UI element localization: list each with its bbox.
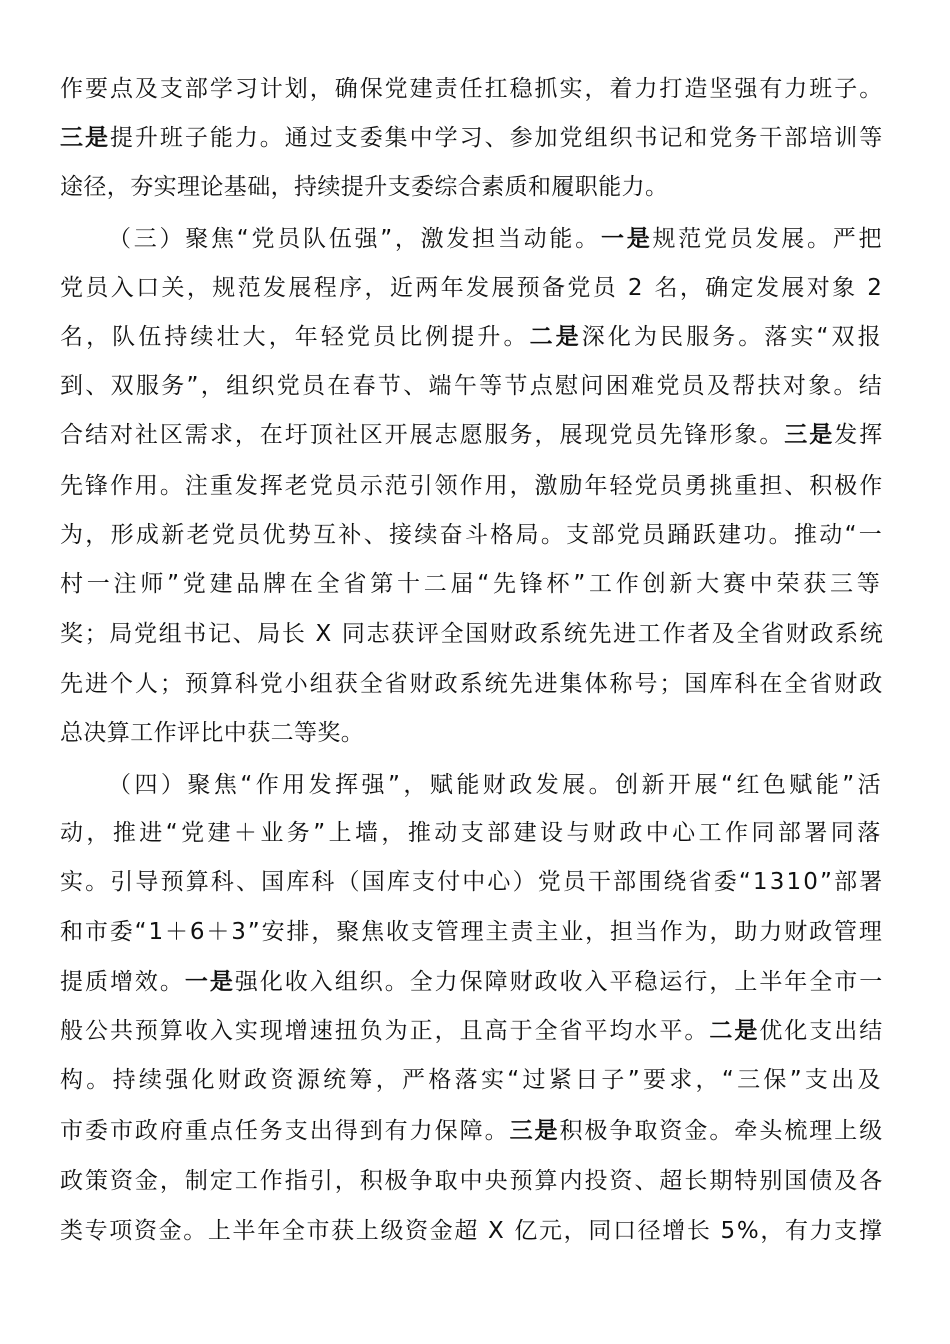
text-segment: 般公共预算收入实现增速扭负为正，且高于全省平均水平。 bbox=[60, 1018, 710, 1044]
text-segment: 先锋作用。注重发挥老党员示范引领作用，激励年轻党员勇挑重担、积极作 bbox=[60, 473, 885, 499]
text-line bbox=[60, 1006, 884, 1056]
text-segment: （四）聚焦“作用发挥强”，赋能财政发展。创新开展“红色赋能”活 bbox=[108, 772, 885, 798]
text-segment: 类专项资金。上半年全市获上级资金超 X 亿元，同口径增长 5%，有力支撑 bbox=[60, 1218, 884, 1244]
text-segment: 途径，夯实理论基础，持续提升支委综合素质和履职能力。 bbox=[60, 174, 669, 200]
text-line bbox=[60, 263, 884, 313]
text-line bbox=[60, 1156, 884, 1206]
text-segment: 为，形成新老党员优势互补、接续奋斗格局。支部党员踊跃建功。推动“一 bbox=[60, 522, 885, 548]
text-segment: 规范党员发展。严把 bbox=[652, 226, 885, 252]
text-line bbox=[60, 113, 884, 163]
text-segment: 政策资金，制定工作指引，积极争取中央预算内投资、超长期特别国债及各 bbox=[60, 1168, 885, 1194]
bold-lead-phrase: 三是 bbox=[60, 125, 110, 151]
text-segment: 深化为民服务。落实“双报 bbox=[581, 324, 884, 350]
bold-lead-phrase: 三是 bbox=[509, 1118, 560, 1144]
text-segment: 动，推进“党建＋业务”上墙，推动支部建设与财政中心工作同部署同落 bbox=[60, 820, 884, 846]
text-segment: 发挥 bbox=[834, 422, 885, 448]
text-segment: 到、双服务”，组织党员在春节、端午等节点慰问困难党员及帮扶对象。结 bbox=[60, 373, 885, 399]
text-line bbox=[60, 1106, 884, 1156]
text-segment: 提升班子能力。通过支委集中学习、参加党组织书记和党务干部培训等 bbox=[109, 125, 885, 151]
text-segment: 强化收入组织。全力保障财政收入平稳运行，上半年全市一 bbox=[234, 969, 885, 995]
text-segment: （三）聚焦“党员队伍强”，激发担当动能。 bbox=[108, 226, 601, 252]
text-segment: 优化支出结 bbox=[759, 1018, 885, 1044]
text-segment: 村一注师”党建品牌在全省第十二届“先锋杯”工作创新大赛中荣获三等 bbox=[60, 571, 884, 597]
text-segment: 先进个人；预算科党小组获全省财政系统先进集体称号；国库科在全省财政 bbox=[60, 671, 885, 697]
text-segment: 积极争取资金。牵头梳理上级 bbox=[559, 1118, 885, 1144]
text-segment: 和市委“1＋6＋3”安排，聚焦收支管理主责主业，担当作为，助力财政管理 bbox=[60, 919, 884, 945]
text-line bbox=[60, 808, 884, 858]
text-line bbox=[108, 760, 884, 810]
text-line bbox=[60, 957, 884, 1007]
text-line bbox=[60, 1055, 884, 1105]
text-segment: 总决算工作评比中获二等奖。 bbox=[60, 720, 365, 746]
bold-lead-phrase: 二是 bbox=[709, 1018, 760, 1044]
text-line bbox=[60, 609, 884, 659]
text-line bbox=[60, 1206, 884, 1256]
text-line bbox=[60, 907, 884, 957]
text-line bbox=[60, 708, 364, 758]
text-segment: 党员入口关，规范发展程序，近两年发展预备党员 2 名，确定发展对象 2 bbox=[60, 275, 885, 301]
bold-lead-phrase: 一是 bbox=[600, 226, 653, 252]
text-segment: 作要点及支部学习计划，确保党建责任扛稳抓实，着力打造坚强有力班子。 bbox=[60, 76, 885, 102]
text-segment: 市委市政府重点任务支出得到有力保障。 bbox=[60, 1118, 510, 1144]
bold-lead-phrase: 一是 bbox=[184, 969, 235, 995]
text-segment: 提质增效。 bbox=[60, 969, 185, 995]
text-line bbox=[60, 559, 884, 609]
text-line bbox=[60, 64, 884, 114]
text-line bbox=[108, 214, 884, 264]
text-line bbox=[60, 857, 884, 907]
text-line bbox=[60, 659, 884, 709]
text-line bbox=[60, 162, 668, 212]
text-segment: 构。持续强化财政资源统筹，严格落实“过紧日子”要求，“三保”支出及 bbox=[60, 1067, 884, 1093]
text-segment: 奖；局党组书记、局长 X 同志获评全国财政系统先进工作者及全省财政系统 bbox=[60, 621, 885, 647]
text-segment: 名，队伍持续壮大，年轻党员比例提升。 bbox=[60, 324, 530, 350]
text-line bbox=[60, 461, 884, 511]
bold-lead-phrase: 二是 bbox=[529, 324, 582, 350]
text-line bbox=[60, 312, 884, 362]
bold-lead-phrase: 三是 bbox=[784, 422, 835, 448]
text-line bbox=[60, 510, 884, 560]
text-segment: 合结对社区需求，在圩顶社区开展志愿服务，展现党员先锋形象。 bbox=[60, 422, 785, 448]
text-line bbox=[60, 410, 884, 460]
text-line bbox=[60, 361, 884, 411]
text-segment: 实。引导预算科、国库科（国库支付中心）党员干部围绕省委“1310”部署 bbox=[60, 869, 885, 895]
